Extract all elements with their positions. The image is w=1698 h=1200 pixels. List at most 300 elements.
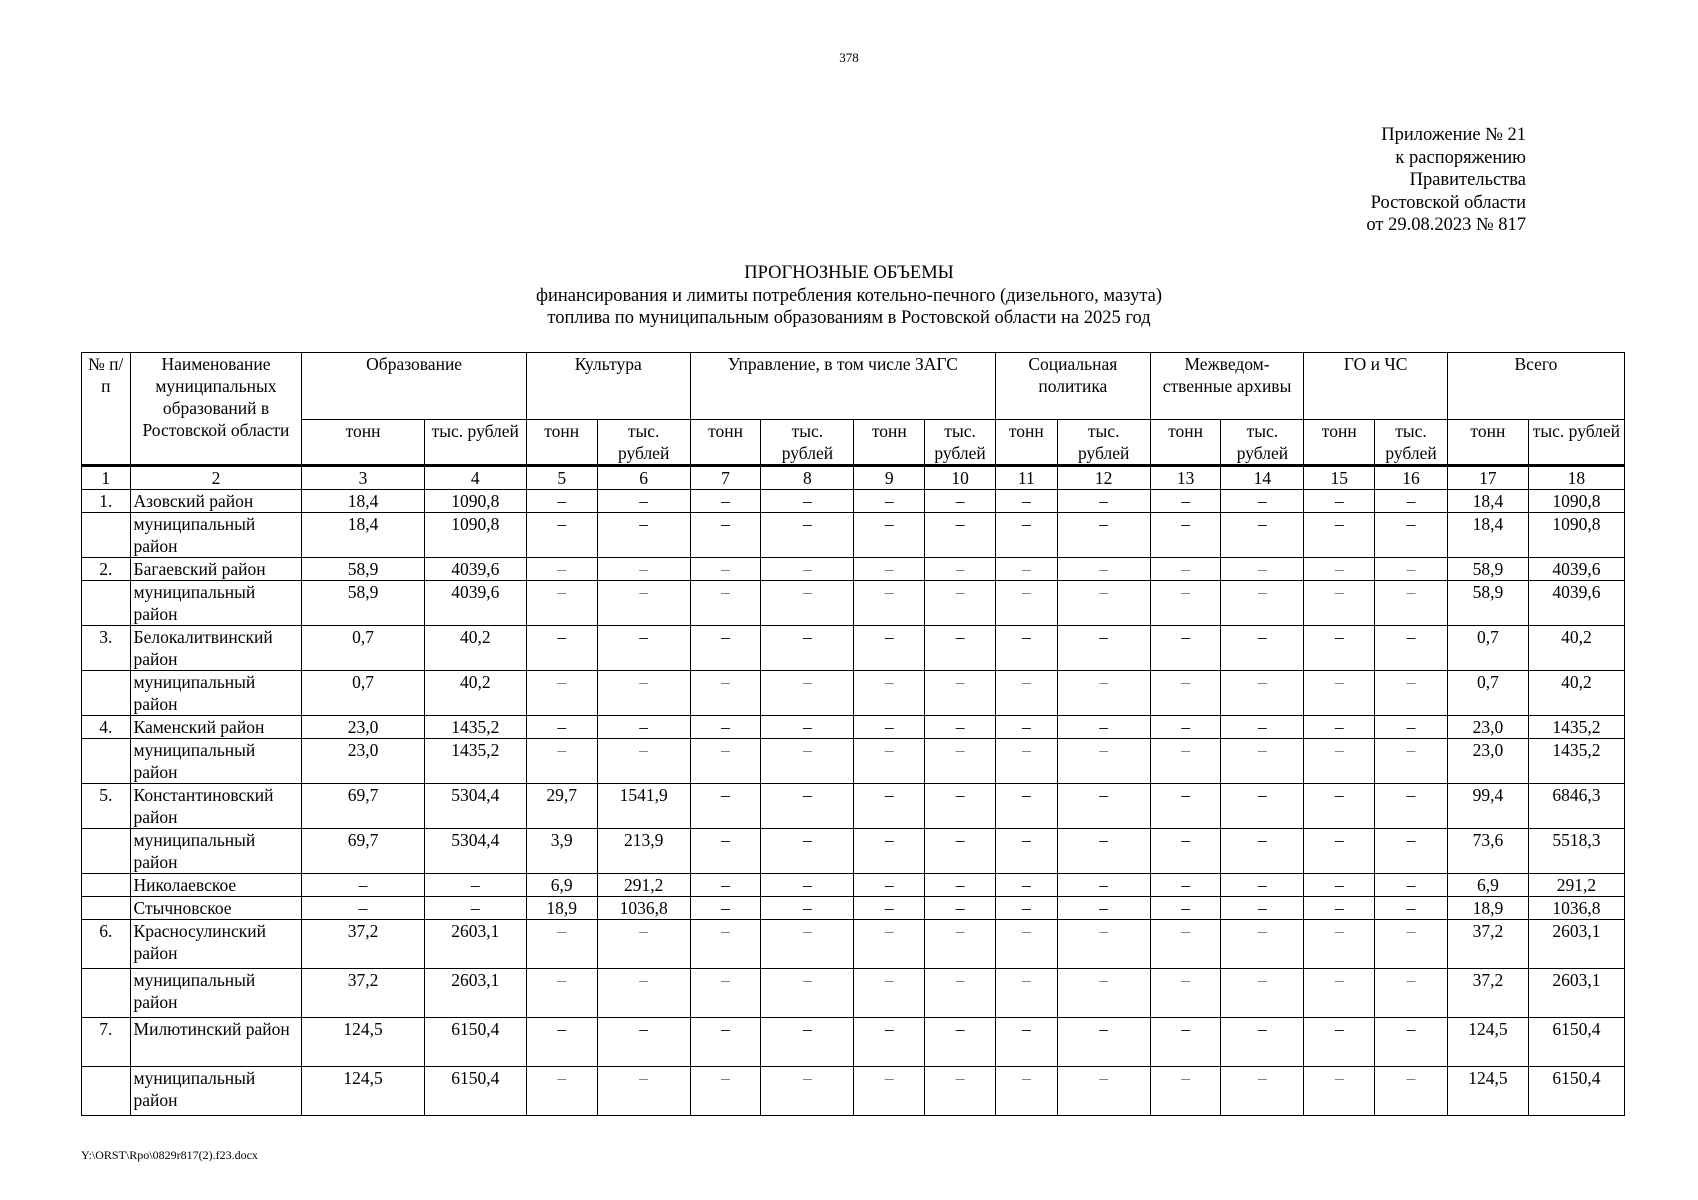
value-cell: – [995, 969, 1057, 1018]
value-cell: – [690, 829, 761, 874]
value-cell: 6150,4 [1528, 1018, 1624, 1067]
value-cell: – [597, 626, 690, 671]
unit-header: тонн [1304, 420, 1375, 466]
unit-header: тыс. рублей [925, 420, 996, 466]
value-cell: – [1150, 626, 1221, 671]
value-cell: – [854, 581, 925, 626]
value-cell: 1435,2 [424, 739, 526, 784]
value-cell: 23,0 [1447, 739, 1528, 784]
value-cell: – [995, 739, 1057, 784]
value-cell: – [1150, 581, 1221, 626]
value-cell: – [1150, 897, 1221, 920]
value-cell: – [925, 513, 996, 558]
value-cell: 40,2 [1528, 671, 1624, 716]
value-cell: 4039,6 [424, 581, 526, 626]
value-cell: 69,7 [302, 784, 424, 829]
group-header: Межведом-ственные архивы [1150, 353, 1304, 420]
value-cell: – [925, 671, 996, 716]
value-cell: 4039,6 [424, 558, 526, 581]
value-cell: – [854, 897, 925, 920]
value-cell: – [1221, 490, 1304, 513]
value-cell: 1036,8 [597, 897, 690, 920]
municipality-name: Багаевский район [130, 558, 302, 581]
column-number: 3 [302, 466, 424, 490]
value-cell: 1036,8 [1528, 897, 1624, 920]
value-cell: – [526, 1018, 597, 1067]
value-cell: 58,9 [302, 558, 424, 581]
value-cell: – [1057, 874, 1150, 897]
row-number [82, 969, 131, 1018]
value-cell: 5304,4 [424, 784, 526, 829]
column-number: 8 [761, 466, 854, 490]
value-cell: – [995, 1018, 1057, 1067]
document-title [0, 262, 1698, 330]
value-cell: – [995, 671, 1057, 716]
fuel-limits-table [81, 352, 1625, 1116]
value-cell: – [1304, 490, 1375, 513]
value-cell: – [526, 920, 597, 969]
value-cell: 2603,1 [1528, 920, 1624, 969]
value-cell: – [1150, 716, 1221, 739]
value-cell: – [1375, 490, 1448, 513]
column-numbers-row [82, 466, 1625, 490]
table-row [82, 1067, 1625, 1116]
value-cell: – [925, 874, 996, 897]
value-cell: – [1375, 784, 1448, 829]
value-cell: 23,0 [1447, 716, 1528, 739]
row-number: 5. [82, 784, 131, 829]
value-cell: – [995, 897, 1057, 920]
value-cell: 4039,6 [1528, 581, 1624, 626]
value-cell: 2603,1 [1528, 969, 1624, 1018]
value-cell: – [1221, 626, 1304, 671]
value-cell: – [526, 716, 597, 739]
value-cell: – [1375, 969, 1448, 1018]
value-cell: – [925, 1067, 996, 1116]
value-cell: – [597, 969, 690, 1018]
value-cell: 0,7 [1447, 626, 1528, 671]
value-cell: – [1304, 969, 1375, 1018]
value-cell: 2603,1 [424, 969, 526, 1018]
value-cell: – [1375, 513, 1448, 558]
value-cell: – [854, 784, 925, 829]
value-cell: – [1375, 920, 1448, 969]
value-cell: – [302, 874, 424, 897]
value-cell: – [1375, 558, 1448, 581]
value-cell: 4039,6 [1528, 558, 1624, 581]
value-cell: 18,4 [1447, 513, 1528, 558]
value-cell: – [690, 626, 761, 671]
value-cell: – [1057, 671, 1150, 716]
value-cell: 291,2 [1528, 874, 1624, 897]
value-cell: – [995, 716, 1057, 739]
municipality-name: муниципальный район [130, 513, 302, 558]
value-cell: – [526, 739, 597, 784]
value-cell: 124,5 [1447, 1067, 1528, 1116]
value-cell: 6150,4 [1528, 1067, 1624, 1116]
value-cell: 1090,8 [1528, 513, 1624, 558]
value-cell: – [526, 1067, 597, 1116]
unit-header: тыс. рублей [1057, 420, 1150, 466]
value-cell: 69,7 [302, 829, 424, 874]
value-cell: – [1221, 897, 1304, 920]
value-cell: – [1304, 671, 1375, 716]
column-number: 1 [82, 466, 131, 490]
value-cell: – [761, 626, 854, 671]
unit-header: тонн [1447, 420, 1528, 466]
table-row [82, 969, 1625, 1018]
value-cell: – [854, 739, 925, 784]
value-cell: – [526, 513, 597, 558]
page-number: 378 [839, 50, 859, 65]
value-cell: – [854, 626, 925, 671]
row-number: 6. [82, 920, 131, 969]
value-cell: – [1057, 829, 1150, 874]
table-row [82, 897, 1625, 920]
municipality-name: Каменский район [130, 716, 302, 739]
value-cell: – [761, 490, 854, 513]
value-cell: – [1304, 920, 1375, 969]
value-cell: – [925, 920, 996, 969]
value-cell: – [761, 920, 854, 969]
title-line: топлива по муниципальным образованиям в Ростовской области на 2025 год [547, 308, 1151, 328]
group-header: Всего [1447, 353, 1624, 420]
value-cell: 1435,2 [1528, 716, 1624, 739]
value-cell: – [1150, 513, 1221, 558]
value-cell: – [761, 874, 854, 897]
value-cell: – [1057, 784, 1150, 829]
value-cell: – [925, 716, 996, 739]
column-number: 16 [1375, 466, 1448, 490]
value-cell: – [690, 513, 761, 558]
value-cell: – [995, 581, 1057, 626]
value-cell: – [854, 829, 925, 874]
municipality-name: муниципальный район [130, 671, 302, 716]
value-cell: – [690, 490, 761, 513]
value-cell: – [597, 513, 690, 558]
value-cell: – [854, 513, 925, 558]
value-cell: – [1057, 1018, 1150, 1067]
value-cell: – [1304, 513, 1375, 558]
value-cell: 1090,8 [424, 490, 526, 513]
value-cell: 6,9 [526, 874, 597, 897]
value-cell: 40,2 [424, 626, 526, 671]
value-cell: – [854, 716, 925, 739]
value-cell: – [1221, 558, 1304, 581]
value-cell: 58,9 [1447, 558, 1528, 581]
appendix-line: от 29.08.2023 № 817 [1366, 215, 1526, 235]
value-cell: – [1304, 1018, 1375, 1067]
value-cell: – [761, 897, 854, 920]
value-cell: 58,9 [1447, 581, 1528, 626]
table-row [82, 920, 1625, 969]
value-cell: – [1221, 716, 1304, 739]
value-cell: – [1375, 671, 1448, 716]
value-cell: – [1221, 969, 1304, 1018]
value-cell: 40,2 [424, 671, 526, 716]
value-cell: 18,4 [1447, 490, 1528, 513]
table-body [82, 490, 1625, 1116]
column-number: 6 [597, 466, 690, 490]
column-number: 4 [424, 466, 526, 490]
column-number: 7 [690, 466, 761, 490]
value-cell: – [925, 969, 996, 1018]
value-cell: – [925, 558, 996, 581]
municipality-name: муниципальный район [130, 739, 302, 784]
table-row [82, 784, 1625, 829]
value-cell: – [597, 581, 690, 626]
value-cell: – [690, 874, 761, 897]
value-cell: – [925, 626, 996, 671]
value-cell: – [526, 626, 597, 671]
value-cell: – [690, 1018, 761, 1067]
value-cell: – [690, 581, 761, 626]
value-cell: 124,5 [1447, 1018, 1528, 1067]
column-number: 9 [854, 466, 925, 490]
value-cell: – [526, 671, 597, 716]
value-cell: – [761, 581, 854, 626]
value-cell: – [995, 920, 1057, 969]
value-cell: – [597, 671, 690, 716]
value-cell: 6,9 [1447, 874, 1528, 897]
value-cell: – [1221, 1067, 1304, 1116]
value-cell: – [1375, 716, 1448, 739]
column-number: 12 [1057, 466, 1150, 490]
value-cell: 0,7 [1447, 671, 1528, 716]
value-cell: – [925, 581, 996, 626]
header-row-groups [82, 353, 1625, 420]
row-number: 2. [82, 558, 131, 581]
row-number [82, 874, 131, 897]
value-cell: – [526, 969, 597, 1018]
value-cell: – [1221, 671, 1304, 716]
value-cell: 73,6 [1447, 829, 1528, 874]
value-cell: 124,5 [302, 1067, 424, 1116]
row-number [82, 671, 131, 716]
value-cell: – [526, 490, 597, 513]
value-cell: – [1304, 1067, 1375, 1116]
value-cell: 37,2 [1447, 920, 1528, 969]
value-cell: 2603,1 [424, 920, 526, 969]
unit-header: тыс. рублей [761, 420, 854, 466]
value-cell: – [302, 897, 424, 920]
column-number: 2 [130, 466, 302, 490]
value-cell: – [1221, 1018, 1304, 1067]
value-cell: – [761, 1067, 854, 1116]
value-cell: 37,2 [302, 920, 424, 969]
value-cell: – [995, 513, 1057, 558]
unit-header: тонн [526, 420, 597, 466]
value-cell: – [1057, 920, 1150, 969]
unit-header: тыс. рублей [597, 420, 690, 466]
value-cell: – [854, 671, 925, 716]
value-cell: – [995, 1067, 1057, 1116]
table-row [82, 716, 1625, 739]
value-cell: – [1304, 829, 1375, 874]
value-cell: 213,9 [597, 829, 690, 874]
value-cell: – [995, 626, 1057, 671]
value-cell: 1090,8 [1528, 490, 1624, 513]
value-cell: – [1057, 897, 1150, 920]
unit-header: тыс. рублей [1528, 420, 1624, 466]
value-cell: 29,7 [526, 784, 597, 829]
value-cell: – [854, 1067, 925, 1116]
value-cell: – [1057, 739, 1150, 784]
value-cell: 18,4 [302, 490, 424, 513]
table-row [82, 739, 1625, 784]
value-cell: – [597, 920, 690, 969]
column-number: 13 [1150, 466, 1221, 490]
column-number: 17 [1447, 466, 1528, 490]
value-cell: 58,9 [302, 581, 424, 626]
value-cell: 0,7 [302, 626, 424, 671]
table-row [82, 829, 1625, 874]
value-cell: – [761, 716, 854, 739]
value-cell: – [1150, 1018, 1221, 1067]
value-cell: 291,2 [597, 874, 690, 897]
value-cell: 5518,3 [1528, 829, 1624, 874]
header-name: Наименование муниципальных образований в Ростовской области [130, 353, 302, 466]
value-cell: – [761, 558, 854, 581]
value-cell: – [1057, 969, 1150, 1018]
title-line: ПРОГНОЗНЫЕ ОБЪЕМЫ [744, 263, 954, 283]
value-cell: – [995, 558, 1057, 581]
value-cell: 1435,2 [424, 716, 526, 739]
value-cell: – [1150, 829, 1221, 874]
value-cell: – [1304, 558, 1375, 581]
unit-header: тонн [1150, 420, 1221, 466]
municipality-name: муниципальный район [130, 829, 302, 874]
value-cell: 18,9 [1447, 897, 1528, 920]
appendix-block [1290, 124, 1526, 237]
table-row [82, 1018, 1625, 1067]
value-cell: – [526, 581, 597, 626]
value-cell: – [690, 558, 761, 581]
table-row [82, 671, 1625, 716]
value-cell: – [761, 671, 854, 716]
table-row [82, 874, 1625, 897]
value-cell: – [1057, 581, 1150, 626]
appendix-line: Правительства [1409, 170, 1526, 190]
value-cell: – [597, 1067, 690, 1116]
value-cell: – [597, 558, 690, 581]
row-number: 7. [82, 1018, 131, 1067]
group-header: ГО и ЧС [1304, 353, 1448, 420]
value-cell: – [1150, 671, 1221, 716]
value-cell: 1541,9 [597, 784, 690, 829]
value-cell: – [925, 897, 996, 920]
value-cell: – [1150, 558, 1221, 581]
value-cell: 6150,4 [424, 1018, 526, 1067]
value-cell: 23,0 [302, 716, 424, 739]
row-number: 1. [82, 490, 131, 513]
value-cell: – [424, 897, 526, 920]
value-cell: – [1304, 897, 1375, 920]
group-header: Образование [302, 353, 526, 420]
value-cell: – [925, 829, 996, 874]
value-cell: – [1057, 490, 1150, 513]
value-cell: 37,2 [1447, 969, 1528, 1018]
value-cell: 18,4 [302, 513, 424, 558]
value-cell: – [1057, 1067, 1150, 1116]
row-number [82, 897, 131, 920]
unit-header: тыс. рублей [1375, 420, 1448, 466]
value-cell: 6846,3 [1528, 784, 1624, 829]
file-path-footer: Y:\ORST\Rpo\0829r817(2).f23.docx [81, 1148, 258, 1162]
municipality-name: Стычновское [130, 897, 302, 920]
value-cell: – [761, 739, 854, 784]
value-cell: – [1057, 626, 1150, 671]
value-cell: – [925, 1018, 996, 1067]
column-number: 14 [1221, 466, 1304, 490]
value-cell: 37,2 [302, 969, 424, 1018]
value-cell: – [1221, 513, 1304, 558]
row-number [82, 829, 131, 874]
value-cell: 3,9 [526, 829, 597, 874]
value-cell: – [995, 874, 1057, 897]
value-cell: – [1057, 716, 1150, 739]
value-cell: – [1150, 490, 1221, 513]
value-cell: – [1375, 829, 1448, 874]
municipality-name: Азовский район [130, 490, 302, 513]
value-cell: 5304,4 [424, 829, 526, 874]
value-cell: – [1375, 897, 1448, 920]
table-row [82, 513, 1625, 558]
value-cell: – [597, 490, 690, 513]
table-row [82, 490, 1625, 513]
value-cell: – [597, 739, 690, 784]
value-cell: 6150,4 [424, 1067, 526, 1116]
row-number [82, 1067, 131, 1116]
value-cell: – [690, 897, 761, 920]
value-cell: – [995, 784, 1057, 829]
table-row [82, 626, 1625, 671]
value-cell: – [526, 558, 597, 581]
unit-header: тонн [690, 420, 761, 466]
column-number: 5 [526, 466, 597, 490]
column-number: 15 [1304, 466, 1375, 490]
unit-header: тыс. рублей [1221, 420, 1304, 466]
value-cell: – [1304, 784, 1375, 829]
appendix-line: Приложение № 21 [1381, 125, 1526, 145]
value-cell: – [1304, 716, 1375, 739]
unit-header: тонн [995, 420, 1057, 466]
municipality-name: Красносулинский район [130, 920, 302, 969]
value-cell: – [690, 784, 761, 829]
value-cell: – [1304, 874, 1375, 897]
value-cell: – [1375, 1018, 1448, 1067]
row-number [82, 581, 131, 626]
value-cell: – [1057, 513, 1150, 558]
row-number: 3. [82, 626, 131, 671]
municipality-name: Белокалитвинский район [130, 626, 302, 671]
value-cell: 23,0 [302, 739, 424, 784]
value-cell: – [925, 739, 996, 784]
value-cell: – [995, 829, 1057, 874]
value-cell: – [1375, 739, 1448, 784]
value-cell: – [1221, 829, 1304, 874]
value-cell: – [424, 874, 526, 897]
value-cell: – [690, 920, 761, 969]
value-cell: – [1150, 874, 1221, 897]
appendix-line: Ростовской области [1370, 192, 1526, 213]
group-header: Культура [526, 353, 690, 420]
value-cell: – [690, 969, 761, 1018]
value-cell: – [761, 1018, 854, 1067]
column-number: 18 [1528, 466, 1624, 490]
column-number: 10 [925, 466, 996, 490]
appendix-line: к распоряжению [1395, 147, 1526, 168]
